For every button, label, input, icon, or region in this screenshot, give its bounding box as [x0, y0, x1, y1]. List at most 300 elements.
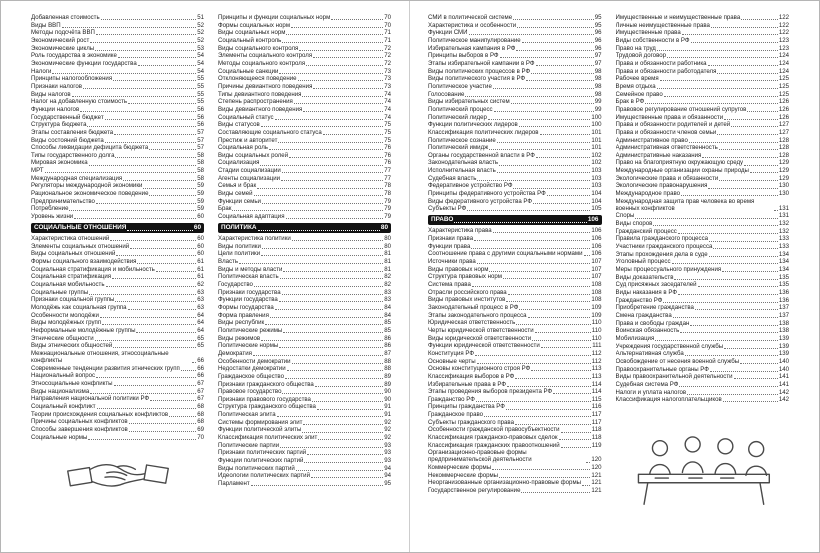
- leader-dots: [709, 241, 778, 242]
- entry-page-number: 89: [384, 372, 391, 380]
- leader-dots: [149, 195, 196, 196]
- leader-dots: [664, 96, 778, 97]
- toc-entry: [31, 68, 204, 75]
- entry-page-number: 119: [591, 441, 602, 449]
- toc-entry: [616, 381, 790, 388]
- toc-entry: [31, 296, 204, 303]
- toc-entry: [428, 365, 602, 372]
- entry-page-number: 103: [591, 182, 602, 190]
- leader-dots: [477, 263, 591, 264]
- leader-dots: [513, 19, 594, 20]
- toc-entry: [616, 83, 790, 90]
- toc-entry: [616, 106, 790, 113]
- entry-title: Недостатки демократии: [218, 365, 286, 373]
- toc-entry: [428, 198, 602, 205]
- entry-title: Классификация выборов в РФ: [428, 372, 515, 380]
- leader-dots: [261, 340, 383, 341]
- leader-dots: [149, 149, 196, 150]
- entry-title: Право на труд: [615, 44, 656, 52]
- entry-page-number: 66: [197, 364, 204, 372]
- entry-page-number: 108: [591, 280, 602, 288]
- leader-dots: [292, 240, 383, 241]
- leader-dots: [318, 439, 383, 440]
- entry-title: Права и обязанности родителей и детей: [615, 121, 731, 129]
- toc-entry: [31, 52, 204, 59]
- leader-dots: [95, 340, 197, 341]
- entry-title: Принципы гражданства РФ: [428, 403, 505, 411]
- entry-page-number: 114: [591, 380, 602, 388]
- entry-title: Национальный вопрос: [31, 372, 96, 380]
- toc-entry: [31, 144, 204, 151]
- entry-title: Политические режимы: [218, 326, 283, 334]
- leader-dots: [499, 477, 590, 478]
- entry-title: Федеративное устройство РФ: [428, 182, 513, 190]
- entry-page-number: 134: [778, 258, 789, 266]
- entry-title: Социальная стратификация: [31, 273, 112, 281]
- leader-dots: [521, 492, 590, 493]
- leader-dots: [137, 263, 196, 264]
- leader-dots: [717, 73, 777, 74]
- entry-title: Формы государства: [218, 303, 274, 311]
- entry-page-number: 101: [591, 136, 602, 144]
- entry-page-number: 55: [197, 90, 204, 98]
- leader-dots: [169, 416, 196, 417]
- entry-page-number: 69: [197, 425, 204, 433]
- leader-dots: [269, 149, 383, 150]
- entry-page-number: 118: [591, 434, 602, 442]
- leader-dots: [282, 393, 383, 394]
- entry-title: Государственное регулирование: [428, 487, 521, 495]
- entry-title: Виды избирательных систем: [428, 98, 510, 106]
- entry-title: Право на благоприятную окружающую среду: [615, 159, 744, 167]
- entry-title: Гражданское право: [428, 411, 484, 419]
- toc-entry: [428, 14, 602, 21]
- entry-page-number: 74: [384, 105, 391, 113]
- toc-entry: [218, 296, 391, 303]
- toc-entry: [616, 358, 790, 365]
- entry-page-number: 139: [778, 342, 789, 350]
- toc-entry: [428, 159, 602, 166]
- entry-title: Виды политических процессов в РФ: [428, 67, 531, 75]
- entry-page-number: 142: [778, 388, 789, 396]
- entry-page-number: 92: [384, 418, 391, 426]
- entry-title: Социальные санкции: [218, 67, 279, 75]
- leader-dots: [129, 431, 196, 432]
- leader-dots: [690, 325, 777, 326]
- toc-entry: [218, 91, 391, 98]
- entry-page-number: 63: [197, 303, 204, 311]
- entry-page-number: 67: [197, 387, 204, 395]
- leader-dots: [114, 134, 196, 135]
- toc-entry: [428, 205, 602, 212]
- toc-entry: [218, 106, 391, 113]
- toc-entry: [31, 403, 204, 410]
- entry-page-number: 75: [384, 128, 391, 136]
- entry-title: Социализация: [218, 159, 260, 167]
- leader-dots: [280, 447, 383, 448]
- toc-entry: [428, 464, 602, 471]
- entry-page-number: 127: [778, 128, 789, 136]
- entry-title: Методы подсчёта ВВП: [31, 29, 95, 37]
- entry-title: Функции юридической ответственности: [428, 342, 540, 350]
- entry-page-number: 95: [594, 21, 602, 29]
- leader-dots: [192, 362, 196, 363]
- toc-entry: [218, 388, 391, 395]
- entry-page-number: 71: [384, 36, 391, 44]
- leader-dots: [294, 103, 383, 104]
- leader-dots: [123, 180, 196, 181]
- leader-dots: [128, 103, 196, 104]
- entry-title: Типы девиантного поведения: [218, 90, 302, 98]
- entry-title: Характеристика права: [428, 227, 492, 235]
- toc-entry: [218, 137, 391, 144]
- leader-dots: [286, 34, 383, 35]
- leader-dots: [719, 180, 778, 181]
- entry-page-number: 108: [591, 288, 602, 296]
- entry-page-number: 63: [197, 288, 204, 296]
- entry-title: Политический лидер: [428, 113, 487, 121]
- entry-title: Юридическая ответственность: [428, 319, 516, 327]
- leader-dots: [262, 203, 383, 204]
- toc-entry: [31, 75, 204, 82]
- entry-title: Этнические общности: [31, 334, 94, 342]
- toc-entry: [616, 312, 790, 319]
- leader-dots: [508, 294, 591, 295]
- leader-dots: [516, 324, 590, 325]
- toc-entry: [218, 426, 391, 433]
- leader-dots: [275, 119, 384, 120]
- leader-dots: [265, 324, 383, 325]
- entry-title: Экологические права и обязанности: [615, 174, 719, 182]
- entry-title: Этапы составления бюджета: [31, 128, 114, 136]
- leader-dots: [724, 348, 778, 349]
- toc-entry: [428, 419, 602, 426]
- entry-page-number: 101: [591, 128, 602, 136]
- toc-entry: [428, 129, 602, 136]
- entry-page-number: 140: [778, 357, 789, 365]
- entry-page-number: 129: [778, 167, 789, 175]
- entry-page-number: 68: [197, 410, 204, 418]
- entry-page-number: 97: [594, 52, 602, 60]
- toc-entry: [616, 212, 790, 219]
- leader-dots: [303, 111, 383, 112]
- entry-page-number: 130: [778, 182, 789, 190]
- entry-title: Методы социального контроля: [218, 59, 306, 67]
- entry-title: Конституция РФ: [428, 349, 474, 357]
- entry-page-number: 99: [594, 98, 602, 106]
- entry-page-number: 93: [384, 441, 391, 449]
- toc-column-3: [428, 14, 602, 495]
- entry-page-number: 103: [591, 167, 602, 175]
- entry-page-number: 60: [197, 242, 204, 250]
- entry-title: Виды социальных ролей: [218, 151, 289, 159]
- toc-entry: [218, 319, 391, 326]
- leader-dots: [181, 370, 196, 371]
- entry-page-number: 110: [591, 319, 602, 327]
- entry-title: МРТ: [31, 167, 44, 175]
- entry-title: Виды правовых институтов: [428, 296, 506, 304]
- toc-entry: [428, 98, 602, 105]
- entry-page-number: 78: [384, 190, 391, 198]
- entry-page-number: 124: [778, 52, 789, 60]
- toc-entry: [616, 335, 790, 342]
- leader-dots: [540, 134, 591, 135]
- entry-title: Основы конституционного строя РФ: [428, 365, 531, 373]
- toc-entry: [218, 235, 391, 242]
- entry-page-number: 106: [591, 235, 602, 243]
- leader-dots: [477, 180, 590, 181]
- toc-entry: [428, 335, 602, 342]
- entry-title: Виды социальных норм: [218, 29, 286, 37]
- leader-dots: [673, 317, 778, 318]
- entry-page-number: 112: [591, 357, 602, 365]
- entry-page-number: 80: [380, 224, 388, 232]
- entry-title: Брак в РФ: [615, 98, 645, 106]
- leader-dots: [494, 111, 594, 112]
- entry-title: Виды споров: [615, 220, 653, 228]
- entry-page-number: 128: [778, 144, 789, 152]
- toc-column-1: [31, 14, 204, 441]
- toc-entry: [218, 98, 391, 105]
- toc-entry: [428, 182, 602, 189]
- entry-title: Права и обязанности работника: [615, 59, 707, 67]
- leader-dots: [657, 88, 778, 89]
- entry-title: Неформальные молодёжные группы: [31, 326, 136, 334]
- entry-page-number: 106: [591, 242, 602, 250]
- entry-title: Судебная система РФ: [615, 380, 679, 388]
- entry-page-number: 78: [384, 182, 391, 190]
- toc-entry: [616, 235, 790, 242]
- leader-dots: [710, 371, 778, 372]
- entry-title: Гражданство РФ: [428, 395, 475, 403]
- leader-dots: [239, 263, 383, 264]
- toc-entry: [428, 266, 602, 273]
- toc-entry: [218, 403, 391, 410]
- toc-entry: [428, 235, 602, 242]
- entry-page-number: 94: [384, 472, 391, 480]
- toc-section-header: [428, 215, 602, 225]
- entry-title: Административная ответственность: [615, 144, 718, 152]
- toc-entry: [218, 68, 391, 75]
- leader-dots: [315, 386, 383, 387]
- entry-title: Этапы законодательного процесса: [428, 311, 527, 319]
- leader-dots: [708, 65, 778, 66]
- leader-dots: [105, 119, 197, 120]
- entry-page-number: 60: [197, 235, 204, 243]
- leader-dots: [645, 103, 778, 104]
- entry-page-number: 130: [778, 190, 789, 198]
- leader-dots: [774, 210, 778, 211]
- leader-dots: [127, 230, 193, 231]
- toc-entry: [218, 327, 391, 334]
- entry-title: Субъекты гражданского права: [428, 418, 514, 426]
- entry-page-number: 56: [197, 121, 204, 129]
- leader-dots: [101, 19, 197, 20]
- entry-title: Права и обязанности работодателя: [615, 67, 717, 75]
- entry-title: Субъекты РФ: [428, 205, 467, 213]
- entry-page-number: 72: [384, 59, 391, 67]
- leader-dots: [313, 88, 383, 89]
- entry-page-number: 80: [384, 235, 391, 243]
- entry-page-number: 85: [384, 326, 391, 334]
- entry-title: Типы государственного долга: [31, 151, 115, 159]
- entry-page-number: 58: [197, 174, 204, 182]
- toc-entry: [31, 114, 204, 121]
- entry-title: Виды республик: [218, 319, 265, 327]
- entry-title: Особенности демократии: [218, 357, 291, 365]
- entry-page-number: 77: [384, 167, 391, 175]
- entry-page-number: 140: [778, 365, 789, 373]
- toc-entry: [218, 434, 391, 441]
- toc-entry: [31, 327, 204, 334]
- leader-dots: [96, 34, 196, 35]
- entry-title: Государство: [218, 280, 253, 288]
- toc-entry: [616, 320, 790, 327]
- toc-section-header: [31, 223, 204, 233]
- entry-title: Агенты социализации: [218, 174, 280, 182]
- entry-page-number: 59: [197, 182, 204, 190]
- entry-title: Признаки правового государства: [218, 395, 311, 403]
- leader-dots: [80, 111, 196, 112]
- toc-entry: [218, 304, 391, 311]
- leader-dots: [691, 42, 778, 43]
- entry-page-number: 64: [197, 311, 204, 319]
- toc-entry: [616, 366, 790, 373]
- entry-title: Имущественные права: [615, 29, 681, 37]
- entry-page-number: 124: [778, 67, 789, 75]
- leader-dots: [89, 294, 196, 295]
- entry-page-number: 141: [778, 380, 789, 388]
- toc-entry: [218, 411, 391, 418]
- leader-dots: [719, 149, 778, 150]
- leader-dots: [541, 347, 591, 348]
- entry-title: Международные организации охраны природы: [615, 167, 749, 175]
- entry-page-number: 86: [384, 334, 391, 342]
- entry-title: Политическое сознание: [428, 136, 496, 144]
- leader-dots: [96, 377, 196, 378]
- toc-entry: [616, 75, 790, 82]
- leader-dots: [298, 80, 384, 81]
- entry-page-number: 91: [384, 403, 391, 411]
- leader-dots: [472, 286, 590, 287]
- entry-title: Регуляторы международной экономики: [31, 182, 143, 190]
- leader-dots: [734, 378, 778, 379]
- toc-entry: [218, 175, 391, 182]
- leader-dots: [465, 96, 593, 97]
- leader-dots: [311, 477, 383, 478]
- entry-title: Международная специализация: [31, 174, 123, 182]
- leader-dots: [722, 271, 778, 272]
- toc-entry: [218, 381, 391, 388]
- entry-title: Формы социальных норм: [218, 21, 291, 29]
- entry-page-number: 96: [594, 36, 602, 44]
- toc-entry: [428, 442, 602, 449]
- entry-page-number: 90: [384, 395, 391, 403]
- leader-dots: [112, 278, 196, 279]
- toc-entry: [428, 167, 602, 174]
- entry-title: Судебная власть: [428, 174, 477, 182]
- leader-dots: [493, 88, 594, 89]
- leader-dots: [713, 248, 777, 249]
- entry-title: Особенности гражданской правосубъектности: [428, 426, 560, 434]
- toc-section-header: [218, 223, 391, 233]
- toc-entry: [616, 281, 790, 288]
- toc-entry: [218, 114, 391, 121]
- leader-dots: [156, 271, 196, 272]
- toc-entry: [31, 22, 204, 29]
- entry-title: Гражданство РФ: [615, 296, 663, 304]
- toc-column-1-wrap: [31, 14, 204, 544]
- leader-dots: [251, 485, 384, 486]
- entry-title: Функции политических лидеров: [428, 121, 518, 129]
- toc-entry: [616, 289, 790, 296]
- toc-entry: [31, 159, 204, 166]
- leader-dots: [709, 256, 778, 257]
- toc-entry: [218, 266, 391, 273]
- leader-dots: [110, 240, 196, 241]
- entry-title: Виды налогов: [31, 90, 71, 98]
- toc-entry: [218, 152, 391, 159]
- toc-entry: [428, 327, 602, 334]
- leader-dots: [750, 172, 778, 173]
- entry-page-number: 58: [197, 151, 204, 159]
- leader-dots: [323, 134, 384, 135]
- entry-page-number: 96: [594, 29, 602, 37]
- entry-page-number: 113: [591, 372, 602, 380]
- toc-entry: [218, 396, 391, 403]
- toc-entry: [218, 167, 391, 174]
- leader-dots: [102, 324, 196, 325]
- entry-page-number: 72: [384, 44, 391, 52]
- entry-page-number: 70: [384, 21, 391, 29]
- leader-dots: [282, 172, 383, 173]
- leader-dots: [503, 278, 590, 279]
- entry-title: Коммерческие формы: [428, 464, 492, 472]
- entry-page-number: 79: [384, 213, 391, 221]
- leader-dots: [72, 96, 197, 97]
- toc-entry: [428, 403, 602, 410]
- entry-page-number: 81: [384, 250, 391, 258]
- entry-page-number: 127: [778, 121, 789, 129]
- panel-meeting-sketch-icon: [627, 422, 777, 508]
- entry-page-number: 70: [197, 433, 204, 441]
- entry-page-number: 134: [778, 266, 789, 274]
- entry-page-number: 113: [591, 365, 602, 373]
- toc-entry: [428, 60, 602, 67]
- entry-title: Политические партии: [218, 441, 280, 449]
- leader-dots: [506, 301, 590, 302]
- leader-dots: [253, 355, 383, 356]
- entry-page-number: 137: [778, 304, 789, 312]
- leader-dots: [531, 370, 590, 371]
- entry-title: Политическое участие: [428, 82, 492, 90]
- entry-page-number: 93: [384, 449, 391, 457]
- meeting-illustration: [616, 422, 790, 508]
- toc-entry: [31, 304, 204, 311]
- leader-dots: [702, 157, 777, 158]
- toc-entry: [218, 419, 391, 426]
- entry-page-number: 126: [778, 113, 789, 121]
- entry-page-number: 111: [592, 342, 602, 350]
- entry-title: Характеристика отношений: [31, 235, 110, 243]
- leader-dots: [477, 363, 591, 364]
- entry-title: Составляющие социального статуса: [218, 128, 322, 136]
- handshake-sketch-lines: [67, 465, 168, 486]
- toc-entry: [428, 243, 602, 250]
- entry-page-number: 125: [778, 82, 789, 90]
- entry-page-number: 68: [197, 402, 204, 410]
- entry-page-number: 117: [591, 411, 602, 419]
